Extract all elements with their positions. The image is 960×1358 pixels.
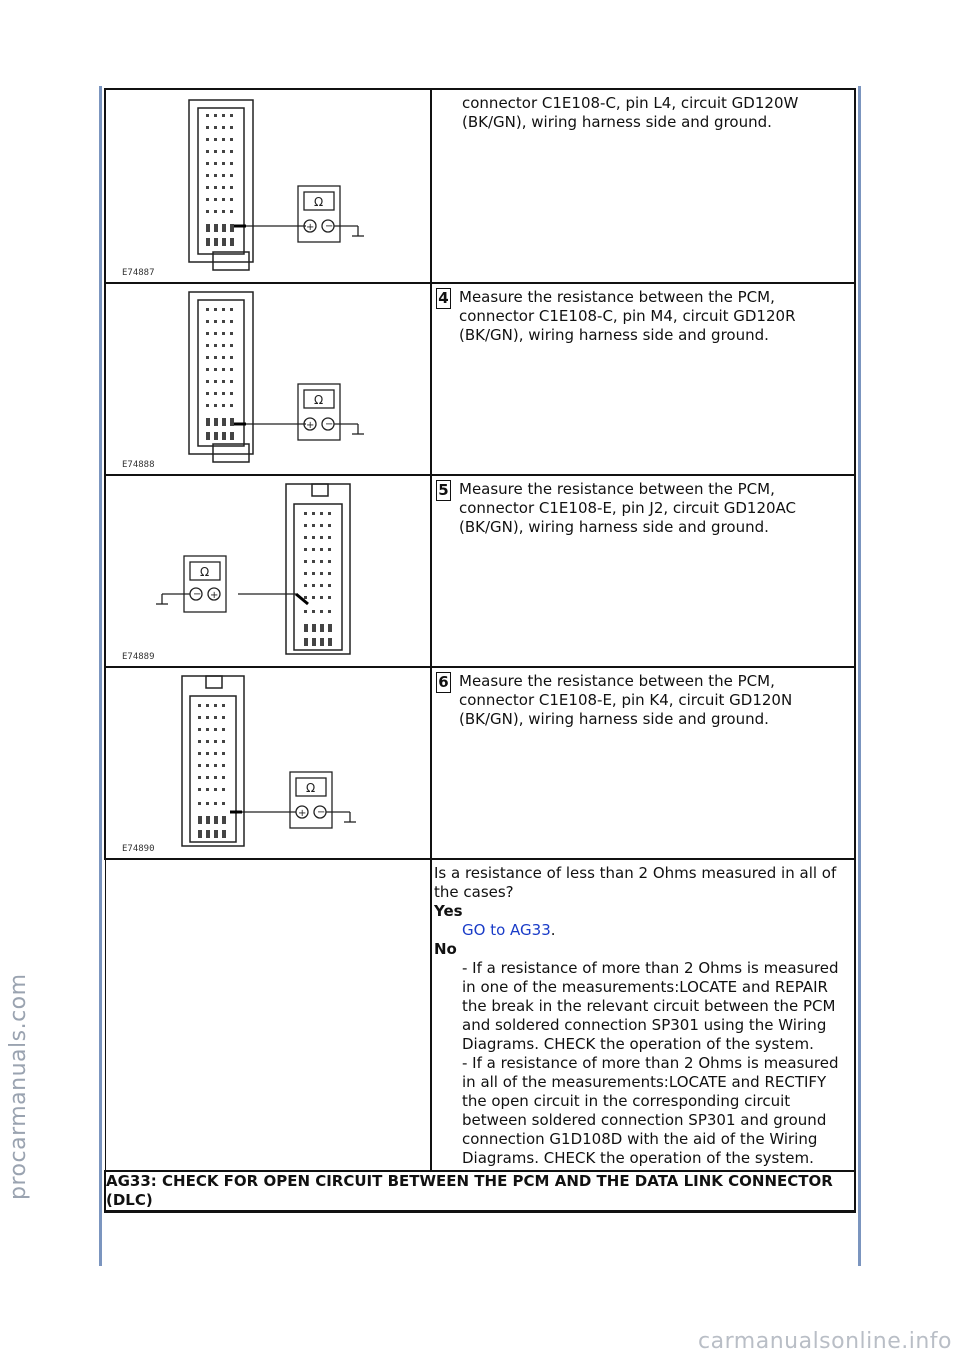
figure-id: E74888 [122, 460, 155, 470]
step-number: 4 [436, 288, 451, 309]
connector-pins [206, 114, 234, 246]
multimeter [156, 556, 226, 612]
connector-body [189, 292, 253, 462]
multimeter [298, 186, 364, 242]
result-row [105, 859, 855, 1171]
probe-minus-label: − [317, 807, 326, 818]
procedure-row [105, 475, 855, 667]
connector-diagram-e74887 [106, 90, 430, 282]
instruction-cell [431, 475, 855, 667]
connector-diagram-e74890 [106, 668, 430, 858]
procedure-row [105, 283, 855, 475]
no-paragraph-2: - If a resistance of more than 2 Ohms is measured in all of the measurements:LOCATE and RECTIFY the open circuit in the corresponding circuit between soldered connection SP301 and ground connection G1D108D with the aid of the Wiring Diagrams. CHECK the operation of the system. [462, 1054, 839, 1167]
procedure-row [105, 667, 855, 859]
figure-cell [105, 283, 431, 475]
connector-body [182, 676, 244, 846]
section-heading-row [105, 1171, 855, 1212]
no-paragraph-1: - If a resistance of more than 2 Ohms is measured in one of the measurements:LOCATE and REPAIR the break in the relevant circuit between the PCM and soldered connection SP301 using the Wiring Diagrams. CHECK the operation of the system. [462, 959, 839, 1053]
step-number: 6 [436, 672, 451, 693]
probe-plus-label: + [210, 590, 219, 601]
meter-omega-label: Ω [306, 781, 316, 795]
side-watermark: procarmanuals.com [6, 973, 31, 1200]
figure-id: E74887 [122, 268, 155, 278]
page-right-rule [858, 86, 861, 1266]
figure-id: E74890 [122, 844, 155, 854]
probe-minus-label: − [193, 589, 202, 600]
procedure-table [104, 88, 856, 1213]
procedure-row [105, 89, 855, 283]
connector-diagram-e74888 [106, 284, 430, 474]
yes-period: . [550, 921, 556, 939]
go-to-ag33-link[interactable]: GO to AG33 [462, 921, 551, 939]
connector-pins [206, 308, 234, 440]
instruction-cell [431, 89, 855, 283]
probe-minus-label: − [325, 419, 334, 430]
figure-cell [105, 475, 431, 667]
connector-pins [198, 704, 226, 838]
instruction-text: connector C1E108-C, pin L4, circuit GD120W (BK/GN), wiring harness side and ground. [462, 94, 799, 131]
probe-plus-label: + [306, 222, 315, 233]
meter-omega-label: Ω [314, 393, 324, 407]
empty-figure-cell [105, 859, 431, 1171]
probe-plus-label: + [298, 808, 307, 819]
figure-cell [105, 667, 431, 859]
yes-label: Yes [434, 902, 463, 920]
meter-omega-label: Ω [200, 565, 210, 579]
result-cell [431, 859, 855, 1171]
page-left-rule [99, 86, 102, 1266]
bottom-watermark: carmanualsonline.info [698, 1329, 952, 1354]
figure-id: E74889 [122, 652, 155, 662]
connector-body [189, 100, 253, 270]
meter-omega-label: Ω [314, 195, 324, 209]
step-number: 5 [436, 480, 451, 501]
probe-plus-label: + [306, 420, 315, 431]
instruction-text: Measure the resistance between the PCM, connector C1E108-E, pin K4, circuit GD120N (BK/GN), wiring harness side and ground. [459, 672, 793, 728]
probe-minus-label: − [325, 221, 334, 232]
connector-body [286, 484, 350, 654]
figure-cell [105, 89, 431, 283]
multimeter [290, 772, 356, 828]
connector-pins [304, 512, 332, 646]
multimeter [298, 384, 364, 440]
section-heading: AG33: CHECK FOR OPEN CIRCUIT BETWEEN THE PCM AND THE DATA LINK CONNECTOR (DLC) [105, 1171, 855, 1212]
instruction-text: Measure the resistance between the PCM, connector C1E108-C, pin M4, circuit GD120R (BK/GN), wiring harness side and ground. [459, 288, 796, 344]
instruction-cell [431, 283, 855, 475]
connector-diagram-e74889 [106, 476, 430, 666]
no-label: No [434, 940, 457, 958]
question-text: Is a resistance of less than 2 Ohms measured in all of the cases? [434, 864, 837, 901]
instruction-cell [431, 667, 855, 859]
instruction-text: Measure the resistance between the PCM, connector C1E108-E, pin J2, circuit GD120AC (BK/GN), wiring harness side and ground. [459, 480, 797, 536]
